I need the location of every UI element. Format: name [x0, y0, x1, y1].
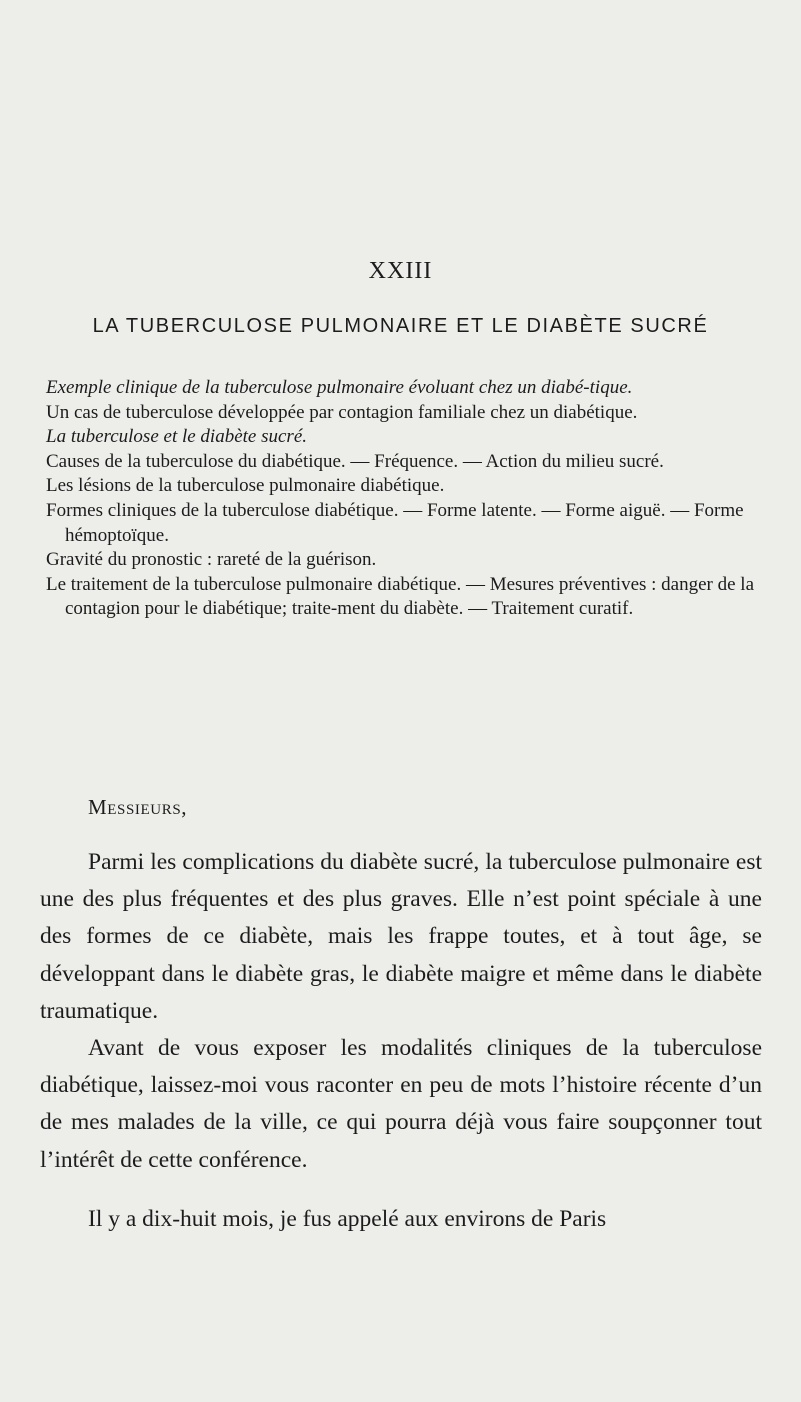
summary-entry: Exemple clinique de la tuberculose pulmonaire évoluant chez un diabé-tique.: [46, 377, 633, 398]
summary-entry: Un cas de tuberculose développée par contagion familiale chez un diabétique.: [46, 401, 638, 423]
summary-entry: Causes de la tuberculose du diabétique. — Fréquence. — Action du milieu sucré.: [46, 450, 664, 472]
chapter-summary: [46, 376, 762, 622]
paragraph: Parmi les complications du diabète sucré, la tuberculose pulmonaire est une des plus fréquentes et des plus graves. Elle n’est point spéciale à une des formes de ce diabète, mais les frappe toutes, et à tout âge, se développant dans le diabète gras, le diabète maigre et même dans le diabète traumatique.: [40, 849, 762, 1024]
summary-entry: Le traitement de la tuberculose pulmonaire diabétique. — Mesures préventives : danger de la contagion pour le diabétique; traite-ment du diabète. — Traitement curatif.: [46, 573, 755, 620]
chapter-title: LA TUBERCULOSE PULMONAIRE ET LE DIABÈTE SUCRÉ: [92, 315, 709, 337]
salutation: Messieurs,: [88, 795, 188, 819]
body-text: [40, 844, 762, 1238]
chapter-number: XXIII: [368, 258, 433, 284]
summary-entry: La tuberculose et le diabète sucré.: [46, 426, 308, 448]
summary-entry: Formes cliniques de la tuberculose diabétique. — Forme latente. — Forme aiguë. — Forme hémoptoïque.: [46, 499, 744, 546]
paragraph: Avant de vous exposer les modalités cliniques de la tuberculose diabétique, laissez-moi vous raconter en peu de mots l’histoire récente d’un de mes malades de la ville, ce qui pourra déjà vous faire soupçonner tout l’intérêt de cette conférence.: [40, 1035, 762, 1173]
paragraph: Il y a dix-huit mois, je fus appelé aux environs de Paris: [88, 1205, 607, 1232]
summary-entry: Gravité du pronostic : rareté de la guérison.: [46, 549, 377, 571]
summary-entry: Les lésions de la tuberculose pulmonaire diabétique.: [46, 475, 445, 497]
